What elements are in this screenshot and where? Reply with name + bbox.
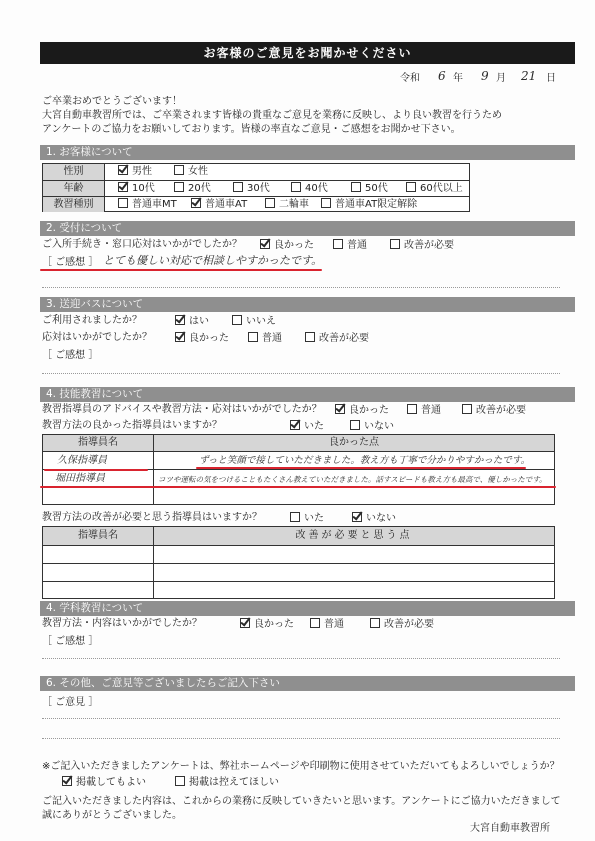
table-header [43, 435, 554, 451]
checkbox[interactable] [305, 332, 315, 342]
classroom-comment-label: ［ ご感想 ］ [42, 636, 99, 647]
checkbox[interactable] [260, 239, 270, 249]
comment-line[interactable] [42, 718, 560, 719]
red-underline [196, 467, 526, 469]
checkbox[interactable] [390, 239, 400, 249]
intro-greeting: ご卒業おめでとうございます！ [42, 96, 182, 107]
bus-service-normal-option[interactable] [248, 332, 282, 345]
course-type-label: 教習種別 [43, 197, 105, 212]
gender-male-option[interactable] [118, 164, 152, 179]
option-label: いた [304, 421, 324, 432]
classroom-improve-option[interactable] [370, 618, 434, 631]
course-type-row [43, 196, 469, 212]
option-label: 改善が必要 [319, 333, 369, 344]
option-label: 良かった [274, 240, 314, 251]
column-divider [153, 435, 154, 504]
checkbox[interactable] [290, 420, 300, 430]
closing-text-line: ご記入いただきました内容は、これからの業務に反映していきたいと思います。アンケートにご協力いただきまして [42, 796, 561, 807]
good-points-header: 良かった点 [329, 437, 379, 448]
driving-q3-yes-option[interactable] [290, 512, 324, 525]
checkbox[interactable] [191, 198, 201, 208]
column-divider [153, 527, 154, 598]
date-month-unit: 月 [496, 73, 506, 84]
section-customer-heading: 1. お客様について [40, 145, 575, 160]
age-20s-option[interactable] [174, 181, 211, 196]
option-label: 良かった [349, 405, 389, 416]
intro-text-line: アンケートのご協力をお願いしております。皆様の率直なご意見・ご感想をお聞かせ下さい。 [42, 124, 461, 135]
checkbox[interactable] [370, 618, 380, 628]
option-label: 掲載してもよい [76, 777, 146, 788]
checkbox[interactable] [335, 404, 345, 414]
bus-comment-label: ［ ご感想 ］ [42, 350, 99, 361]
gender-row [43, 164, 469, 180]
checkbox[interactable] [406, 182, 416, 192]
checkbox[interactable] [175, 332, 185, 342]
option-label: いいえ [246, 316, 276, 327]
good-points-cell[interactable]: コツや運転の気をつけることもたくさん教えていただきました。話すスピードも教え方も最高で、優しかったです。 [158, 475, 547, 484]
course-motorcycle-option[interactable] [265, 197, 309, 212]
driving-q1-normal-option[interactable] [407, 404, 441, 417]
reception-improve-option[interactable] [390, 239, 454, 252]
bus-service-question: 応対はいかがでしたか？ [42, 332, 152, 343]
classroom-normal-option[interactable] [310, 618, 344, 631]
option-label: 20代 [188, 183, 211, 194]
option-label: いた [304, 513, 324, 524]
age-60s-plus-option[interactable] [406, 181, 463, 196]
checkbox[interactable] [310, 618, 320, 628]
school-name: 大宮自動車教習所 [470, 823, 550, 834]
section-driving-heading: 4. 技能教習について [40, 387, 575, 402]
option-label: いない [364, 421, 394, 432]
date-day-unit: 日 [546, 73, 556, 84]
reception-comment-label: ［ ご感想 ］ [42, 257, 99, 268]
instructor-name-header: 指導員名 [78, 530, 118, 541]
instructor-name-cell[interactable]: 堀田指導員 [55, 473, 105, 484]
course-at-limit-removal-option[interactable] [321, 197, 417, 212]
checkbox[interactable] [62, 776, 72, 786]
other-comment-label: ［ ご意見 ］ [42, 697, 99, 708]
date-year[interactable]: 6 [438, 69, 446, 83]
checkbox[interactable] [118, 182, 128, 192]
option-label: 30代 [247, 183, 270, 194]
section-classroom-heading: 4. 学科教習について [40, 601, 575, 616]
checkbox[interactable] [248, 332, 258, 342]
checkbox[interactable] [233, 182, 243, 192]
comment-line[interactable] [42, 658, 560, 659]
option-label: 男性 [132, 166, 152, 177]
option-label: 普通車AT限定解除 [335, 199, 418, 210]
improve-instructor-table [42, 526, 555, 599]
option-label: 40代 [305, 183, 328, 194]
section-bus-heading: 3. 送迎バスについて [40, 297, 575, 312]
closing-text-line: 誠にありがとうございました。 [42, 810, 182, 821]
course-at-option[interactable] [191, 197, 247, 212]
instructor-name-cell[interactable]: 久保指導員 [57, 455, 107, 466]
table-row[interactable] [43, 487, 554, 504]
age-label: 年齢 [43, 181, 105, 196]
checkbox[interactable] [240, 618, 250, 628]
date-month[interactable]: 9 [481, 69, 489, 83]
option-label: 普通 [262, 333, 282, 344]
option-label: 10代 [132, 183, 155, 194]
reception-good-option[interactable] [260, 239, 314, 252]
consent-allow-option[interactable] [62, 776, 146, 789]
comment-line[interactable] [42, 738, 560, 739]
option-label: 二輪車 [279, 199, 309, 210]
option-label: 普通 [421, 405, 441, 416]
customer-info-table [42, 163, 470, 212]
checkbox[interactable] [462, 404, 472, 414]
driving-q2: 教習方法の良かった指導員はいますか？ [42, 420, 222, 431]
bus-service-good-option[interactable] [175, 332, 229, 345]
table-header [43, 527, 554, 545]
consent-question: ※ご記入いただきましたアンケートは、弊社ホームページや印刷物に使用させていただいてもよろしいでしょうか？ [42, 761, 560, 772]
checkbox[interactable] [321, 198, 331, 208]
form-title: お客様のご意見をお聞かせください [40, 42, 575, 64]
date-era: 令和 [400, 73, 420, 84]
option-label: 普通 [347, 240, 367, 251]
date-day[interactable]: 21 [521, 69, 537, 83]
checkbox[interactable] [333, 239, 343, 249]
instructor-name-header: 指導員名 [78, 437, 118, 448]
option-label: 良かった [189, 333, 229, 344]
option-label: 普通車AT [205, 199, 248, 210]
option-label: はい [189, 316, 209, 327]
option-label: 女性 [188, 166, 208, 177]
reception-question: ご入所手続き・窓口応対はいかがでしたか？ [42, 239, 242, 250]
table-row[interactable] [43, 563, 554, 581]
age-30s-option[interactable] [233, 181, 270, 196]
checkbox[interactable] [118, 198, 128, 208]
gender-female-option[interactable] [174, 164, 208, 179]
bus-used-question: ご利用されましたか？ [42, 315, 142, 326]
age-50s-option[interactable] [351, 181, 388, 196]
option-label: 改善が必要 [384, 619, 434, 630]
section-reception-heading: 2. 受付について [40, 221, 575, 236]
driving-q3-no-option[interactable] [352, 512, 396, 525]
age-row [43, 180, 469, 196]
checkbox[interactable] [118, 165, 128, 175]
checkbox[interactable] [290, 512, 300, 522]
reception-normal-option[interactable] [333, 239, 367, 252]
improvement-points-header: 改善が必要と思う点 [295, 530, 413, 541]
comment-line[interactable] [42, 373, 560, 374]
option-label: 改善が必要 [404, 240, 454, 251]
age-10s-option[interactable] [118, 181, 155, 196]
reception-comment-field[interactable]: とても優しい対応で相談しやすかったです。 [103, 254, 323, 267]
bus-used-yes-option[interactable] [175, 315, 209, 328]
date-year-unit: 年 [453, 73, 463, 84]
option-label: 60代以上 [420, 183, 463, 194]
driving-q1-good-option[interactable] [335, 404, 389, 417]
checkbox[interactable] [232, 315, 242, 325]
consent-decline-option[interactable] [175, 776, 279, 789]
table-row[interactable] [43, 545, 554, 563]
option-label: いない [366, 513, 396, 524]
checkbox[interactable] [265, 198, 275, 208]
checkbox[interactable] [175, 315, 185, 325]
red-underline [40, 486, 556, 488]
intro-text-line: 大宮自動車教習所では、ご卒業されます皆様の貴重なご意見を業務に反映し、より良い教習を行うため [42, 110, 502, 121]
driving-q3: 教習方法の改善が必要と思う指導員はいますか？ [42, 512, 262, 523]
option-label: 良かった [254, 619, 294, 630]
gender-label: 性別 [43, 164, 105, 180]
checkbox[interactable] [407, 404, 417, 414]
option-label: 普通車MT [132, 199, 177, 210]
checkbox[interactable] [351, 182, 361, 192]
driving-q1: 教習指導員のアドバイスや教習方法・応対はいかがでしたか？ [42, 404, 322, 415]
table-row[interactable] [43, 581, 554, 598]
driving-q2-no-option[interactable] [350, 420, 394, 433]
driving-q2-yes-option[interactable] [290, 420, 324, 433]
option-label: 掲載は控えてほしい [189, 777, 279, 788]
checkbox[interactable] [174, 182, 184, 192]
driving-q1-improve-option[interactable] [462, 404, 526, 417]
red-underline [40, 269, 322, 271]
red-underline [44, 469, 148, 471]
option-label: 50代 [365, 183, 388, 194]
section-other-heading: 6. その他、ご意見等ございましたらご記入下さい [40, 676, 575, 691]
age-40s-option[interactable] [291, 181, 328, 196]
bus-used-no-option[interactable] [232, 315, 276, 328]
checkbox[interactable] [174, 165, 184, 175]
checkbox[interactable] [175, 776, 185, 786]
classroom-question: 教習方法・内容はいかがでしたか？ [42, 618, 202, 629]
classroom-good-option[interactable] [240, 618, 294, 631]
checkbox[interactable] [350, 420, 360, 430]
good-points-cell[interactable]: ずっと笑顔で接していただきました。教え方も丁寧で分かりやすかったです。 [199, 455, 531, 466]
checkbox[interactable] [352, 512, 362, 522]
checkbox[interactable] [291, 182, 301, 192]
comment-line [42, 287, 560, 288]
option-label: 普通 [324, 619, 344, 630]
table-row[interactable] [43, 469, 554, 487]
option-label: 改善が必要 [476, 405, 526, 416]
bus-service-improve-option[interactable] [305, 332, 369, 345]
course-mt-option[interactable] [118, 197, 177, 212]
